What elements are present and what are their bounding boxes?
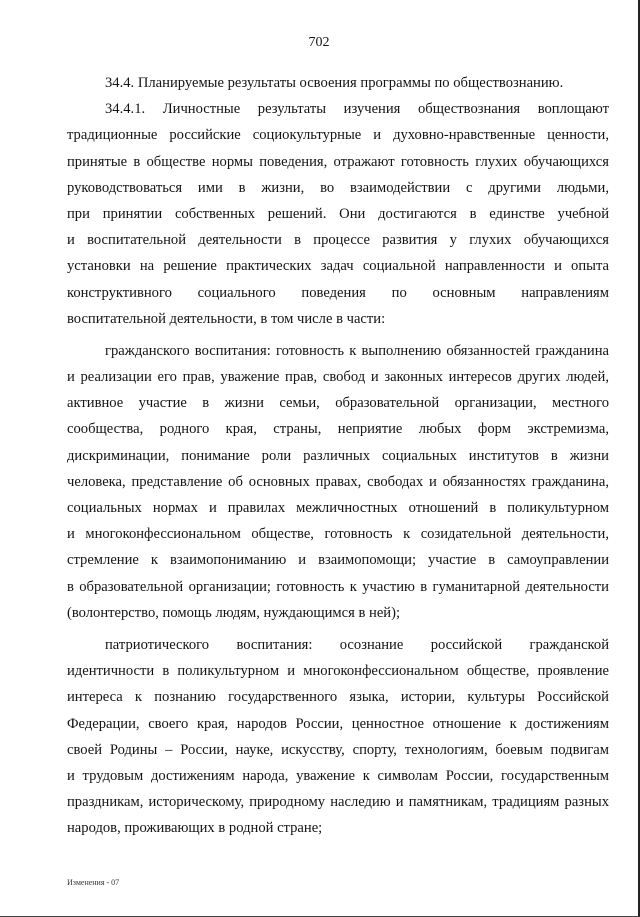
text-line: гражданского воспитания: готовность к выполнению обязанностей гражданина — [105, 342, 609, 359]
text-line: человека, представление об основных правах, свободах и обязанностях гражданина, — [67, 473, 609, 490]
page-number: 702 — [308, 35, 330, 50]
paragraph-personal-results — [67, 96, 609, 332]
text-line: и трудовым достижениям народа, уважение к символам России, государственным — [67, 767, 609, 784]
text-line: принятые в обществе нормы поведения, отражают готовность глухих обучающихся — [67, 153, 609, 170]
text-line: интереса к познанию государственного языка, истории, культуры Российской — [67, 689, 609, 706]
document-body — [67, 70, 609, 841]
text-line: своей Родины – России, науке, искусству, спорту, технологиям, боевым подвигам — [67, 741, 609, 758]
text-line: Федерации, своего края, народов России, ценностное отношение к достижениям — [67, 715, 609, 732]
text-line: и реализации его прав, уважение прав, свобод и законных интересов других людей, — [67, 369, 609, 386]
paragraph-patriotic-education — [67, 632, 609, 842]
text-line: народов, проживающих в родной стране; — [67, 820, 323, 837]
text-line: руководствоваться ими в жизни, во взаимодействии с другими людьми, — [67, 179, 609, 196]
footer-revision-note: Изменения - 07 — [67, 878, 120, 887]
text-line: в образовательной организации; готовность к участию в гуманитарной деятельности — [67, 578, 609, 595]
text-line: установки на решение практических задач социальной направленности и опыта — [67, 258, 609, 275]
text-line: 34.4.1. Личностные результаты изучения обществознания воплощают — [105, 101, 609, 118]
text-line: дискриминации, понимание роли различных социальных институтов в жизни — [67, 447, 609, 464]
text-line: и воспитательной деятельности в процессе развития у глухих обучающихся — [67, 232, 609, 249]
text-line: конструктивного социального поведения по основным направлениям — [67, 284, 609, 301]
text-line: активное участие в жизни семьи, образовательной организации, местного — [67, 395, 609, 412]
text-line: воспитательной деятельности, в том числе в части: — [67, 310, 386, 327]
text-line: традиционные российские социокультурные и духовно-нравственные ценности, — [67, 127, 609, 144]
text-line: стремление к взаимопониманию и взаимопомощи; участие в самоуправлении — [67, 552, 609, 569]
text-line: идентичности в поликультурном и многоконфессиональном обществе, проявление — [67, 663, 609, 680]
text-line: при принятии собственных решений. Они достигаются в единстве учебной — [67, 205, 609, 222]
text-line: социальных нормах и правилах межличностных отношений в поликультурном — [67, 500, 609, 516]
text-line: и многоконфессиональном обществе, готовность к созидательной деятельности, — [67, 526, 609, 543]
text-line: патриотического воспитания: осознание российской гражданской — [105, 636, 609, 653]
section-heading: 34.4. Планируемые результаты освоения программы по обществознанию. — [105, 75, 564, 91]
text-line: (волонтерство, помощь людям, нуждающимся в ней); — [67, 604, 401, 621]
text-line: праздникам, историческому, природному наследию и памятникам, традициям разных — [67, 794, 609, 811]
paragraph-civic-education — [67, 338, 609, 626]
text-line: сообщества, родного края, страны, неприятие любых форм экстремизма, — [67, 421, 609, 438]
